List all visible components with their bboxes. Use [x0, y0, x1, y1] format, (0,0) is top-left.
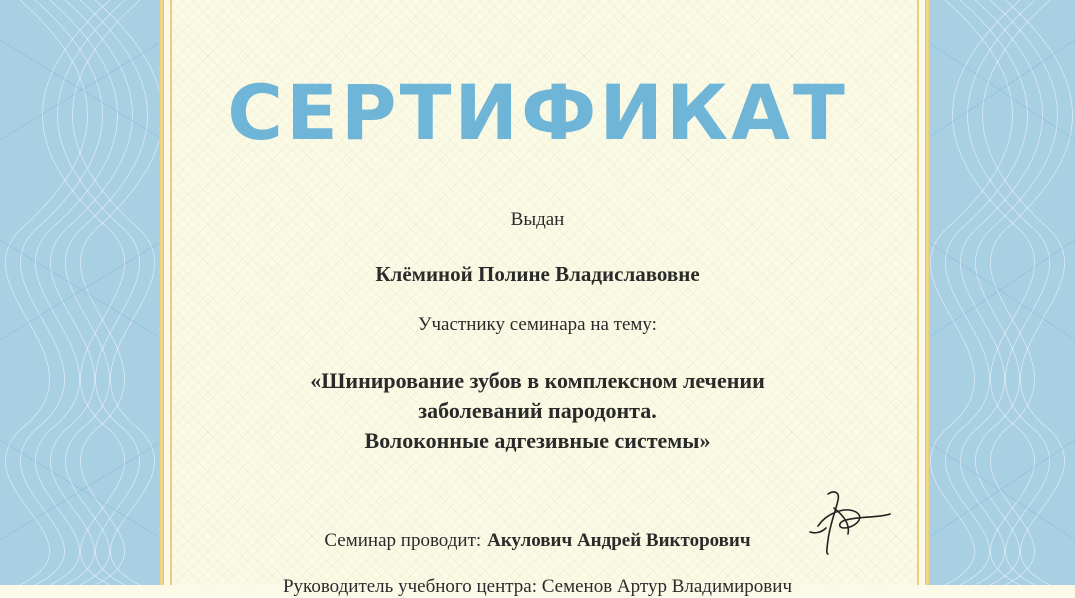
leader-label: Семинар проводит: — [324, 530, 482, 551]
signature-image — [804, 488, 896, 558]
center-head-line: Руководитель учебного центра: Семенов Артур Владимирович — [282, 576, 793, 597]
seminar-topic-line: «Шинирование зубов в комплексном лечении — [310, 368, 765, 393]
seminar-topic — [0, 366, 1075, 456]
seminar-leader — [0, 530, 1075, 552]
seminar-topic-line: Волоконные адгезивные системы» — [364, 428, 711, 453]
leader-name: Акулович Андрей Викторович — [487, 530, 751, 551]
recipient-name: Клёминой Полине Владиславовне — [375, 262, 700, 286]
certificate-title: СЕРТИФИКАТ — [227, 68, 848, 157]
seminar-topic-line: заболеваний пародонта. — [418, 398, 657, 423]
participant-label: Участнику семинара на тему: — [418, 314, 657, 335]
issued-label: Выдан — [510, 209, 565, 230]
